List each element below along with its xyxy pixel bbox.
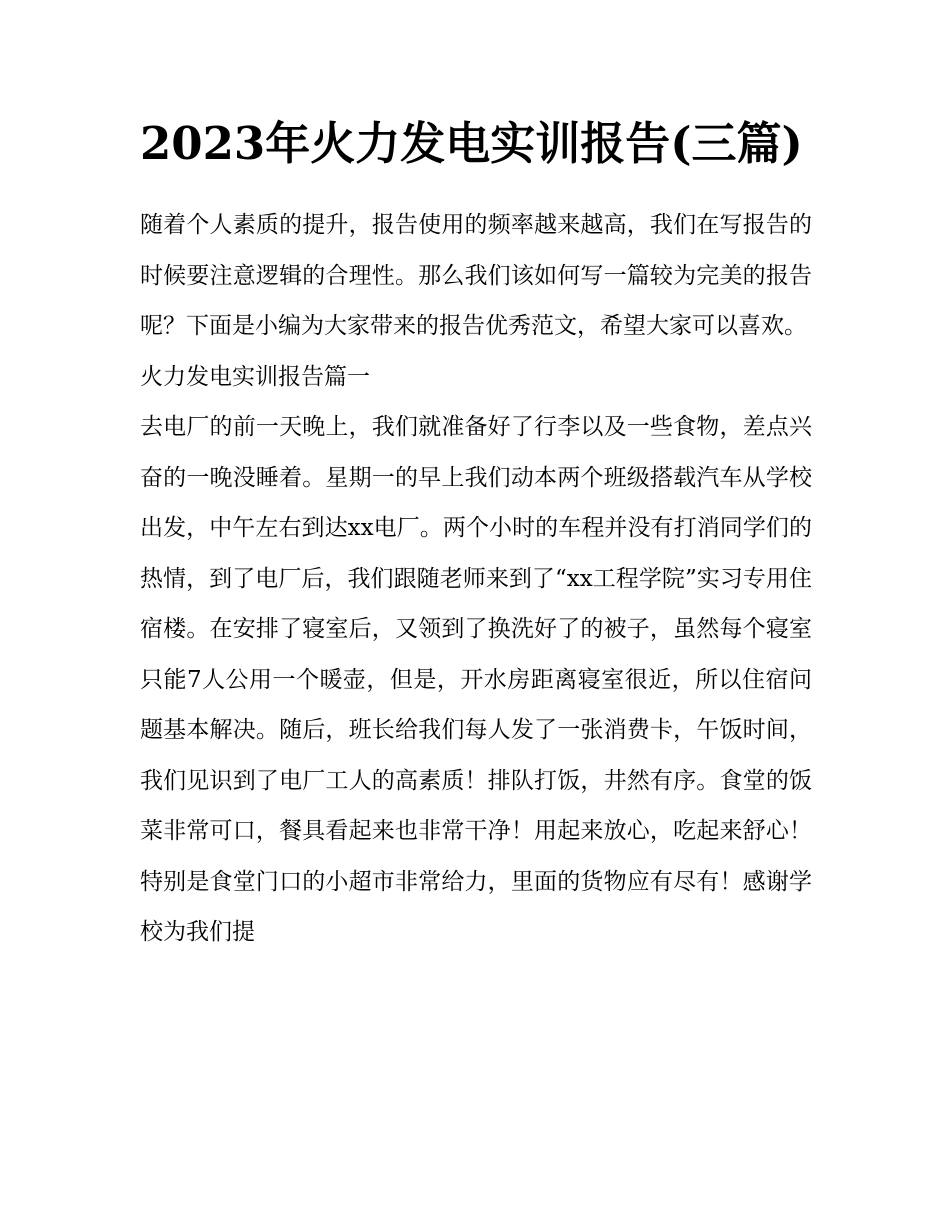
section-heading: 火力发电实训报告篇一: [140, 363, 370, 390]
intro-paragraph: 随着个人素质的提升，报告使用的频率越来越高，我们在写报告的时候要注意逻辑的合理性。那么我们该如何写一篇较为完美的报告呢？下面是小编为大家带来的报告优秀范文，希望大家可以喜欢。: [140, 212, 812, 339]
document-title: 2023年火力发电实训报告(三篇): [140, 117, 803, 170]
body-paragraph: 去电厂的前一天晚上，我们就准备好了行李以及一些食物，差点兴奋的一晚没睡着。星期一的早上我们动本两个班级搭载汽车从学校出发，中午左右到达xx电厂。两个小时的车程并没有打消同学们的热情，到了电厂后，我们跟随老师来到了“xx工程学院”实习专用住宿楼。在安排了寝室后，又领到了换洗好了的被子，虽然每个寝室只能7人公用一个暖壶，但是，开水房距离寝室很近，所以住宿问题基本解决。随后，班长给我们每人发了一张消费卡，午饭时间，我们见识到了电厂工人的高素质！排队打饭，井然有序。食堂的饭菜非常可口，餐具看起来也非常干净！用起来放心，吃起来舒心！特别是食堂门口的小超市非常给力，里面的货物应有尽有！感谢学校为我们提: [140, 414, 812, 945]
document-content: [140, 112, 812, 958]
